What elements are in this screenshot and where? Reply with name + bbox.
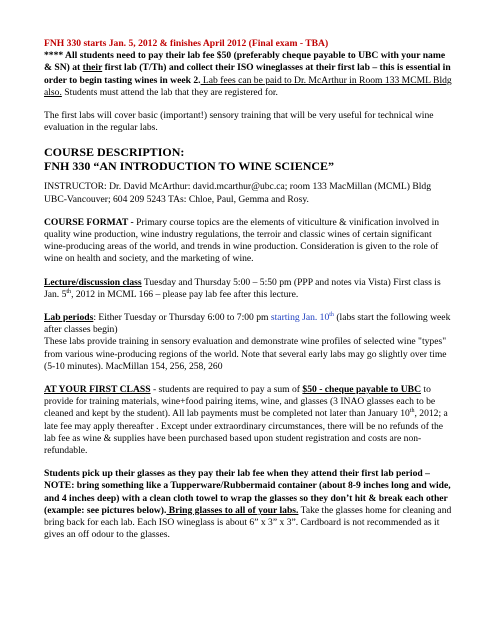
lab-start-date: starting Jan. 10 — [270, 312, 330, 324]
instructor-line: INSTRUCTOR: Dr. David McArthur: david.mcarthur@ubc.ca; room 133 MacMillan (MCML) Bldg — [44, 181, 432, 193]
notice-bold-text: **** All students need to pay their lab fee $50 (preferably cheque payable to UBC with your name & SN) at — [44, 50, 446, 74]
tas-line: UBC-Vancouver; 604 209 5243 TAs: Chloe, Paul, Gemma and Rosy. — [44, 193, 309, 205]
lab-periods-text-2: (labs start the following week after classes begin) — [44, 312, 451, 336]
notice-underline: Lab fees can be paid to Dr. McArthur in Room 133 MCML Bldg also. — [44, 74, 452, 98]
first-class-text-3: , 2012; a late fee may apply thereafter . Except under extraordinary circumstances, there will be no refunds of the lab fee as wine & supplies have been purchased based upon student registration and costs are non-refundable. — [44, 408, 448, 457]
lab-fee-notice — [44, 50, 454, 99]
course-title-heading: FNH 330 “AN INTRODUCTION TO WINE SCIENCE” — [44, 159, 335, 174]
lab-periods-label: Lab periods — [44, 312, 94, 324]
glasses-bold-text: Students pick up their glasses as they pay their lab fee when they attend their first lab period – NOTE: bring something like a Tupperware/Rubbermaid container (about 8-9 inches long and wide, and 4 inches deep) with a clean cloth towel to wrap the glasses so they don’t hit & break each other (example: see pictures below). — [44, 468, 451, 516]
glasses-bold-underline: Bring glasses to all of your labs. — [166, 504, 299, 516]
lecture-label: Lecture/discussion class — [44, 276, 142, 288]
lecture-text-1: Tuesday and Thursday 5:00 – 5:50 pm (PPP and notes via Vista) First class is Jan. 5 — [44, 276, 441, 300]
lecture-paragraph — [44, 277, 454, 301]
glasses-paragraph — [44, 468, 454, 541]
first-class-sup: th — [409, 408, 415, 415]
first-class-text-2: to provide for training materials, wine+food pairing items, wine, and glasses (3 INAO glasses each to be cleaned and kept by the student). All lab payments must be completed not later than January 10 — [44, 384, 436, 420]
course-start-text: FNH 330 starts Jan. 5, 2012 & finishes April 2012 (Final exam - TBA) — [44, 38, 329, 49]
fee-amount: $50 - cheque payable to UBC — [302, 384, 421, 396]
first-class-paragraph — [44, 384, 454, 457]
first-class-label: AT YOUR FIRST CLASS — [44, 384, 151, 396]
lecture-text-2: , 2012 in MCML 166 – please pay lab fee after this lecture. — [71, 288, 299, 300]
lecture-sup: th — [66, 288, 72, 295]
glasses-text: Take the glasses home for cleaning and bring back for each lab. Each ISO wineglass is about 6” x 3” x 3”. Cardboard is not recommended as it gives an off odour to the glasses. — [44, 504, 452, 541]
notice-tail: Students must attend the lab that they are registered for. — [61, 86, 278, 98]
notice-their: their — [82, 62, 103, 74]
course-format-label: COURSE FORMAT - — [44, 216, 137, 228]
notice-bold-text-2: first lab (T/Th) and collect their ISO wineglasses at their first lab – this is essential in order to begin tasting wines in week 2. — [44, 62, 451, 86]
course-format-text: Primary course topics are the elements of viticulture & vinification involved in quality wine production, wine industry regulations, the terroir and classic wines of certain significant wine-producing areas of the world, and trends in wine production. Consideration is given to the role of wine on health and society, and the marketing of wine. — [44, 216, 440, 265]
lab-start-sup: th — [329, 311, 334, 318]
lab-periods-paragraph — [44, 312, 454, 373]
lab-periods-text-3: These labs provide training in sensory evaluation and demonstrate wine profiles of selected wine "types" from various wine-producing regions of the world. Note that several early labs may go slightly over time (5-10 minutes). MacMillan 154, 256, 258, 260 — [44, 336, 447, 372]
document-page — [44, 38, 454, 542]
course-description-heading: COURSE DESCRIPTION: — [44, 145, 185, 160]
intro-paragraph: The first labs will cover basic (important!) sensory training that will be very useful for technical wine evaluation in the regular labs. — [44, 110, 434, 134]
course-format-paragraph — [44, 217, 454, 266]
first-class-text-1: - students are required to pay a sum of — [150, 384, 303, 396]
course-start-line — [44, 38, 454, 50]
lab-periods-text-1: : Either Tuesday or Thursday 6:00 to 7:00 pm — [93, 312, 271, 324]
